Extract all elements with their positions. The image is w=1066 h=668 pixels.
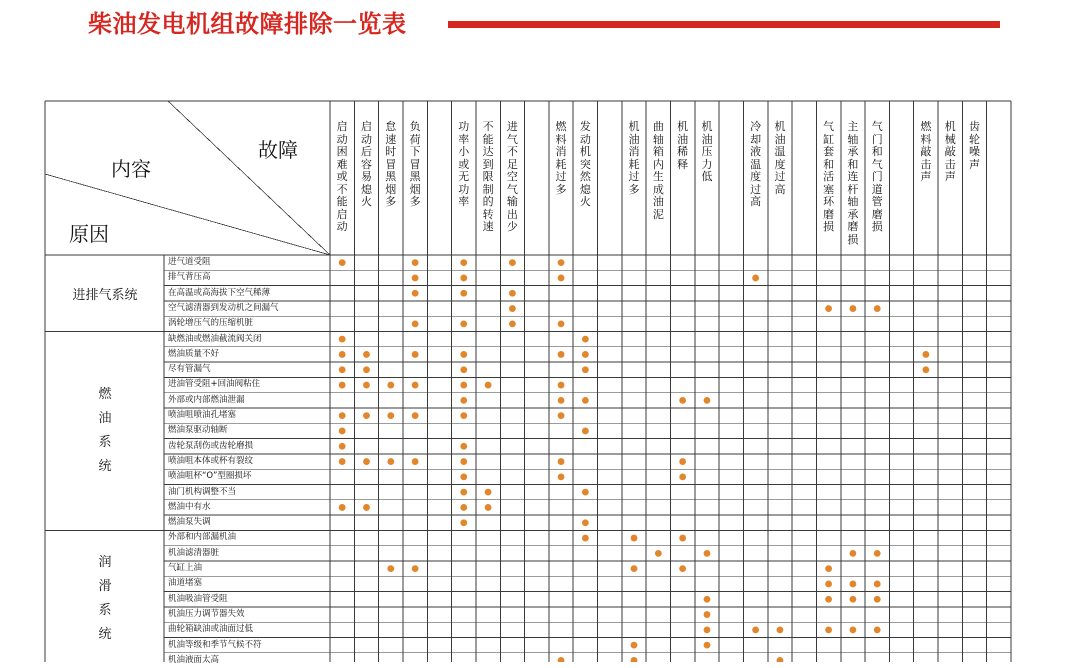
fault-mark-dot: [460, 320, 467, 327]
corner-content-label: 内容: [111, 157, 151, 181]
column-header: 发动机突然熄火: [579, 120, 591, 208]
row-label: 空气滤清器到发动机之间漏气: [168, 302, 279, 313]
column-header: 主轴承和连杆轴承磨损: [847, 120, 859, 246]
row-label: 燃油中有水: [168, 501, 211, 512]
column-header: 气门和气门道管磨损: [871, 120, 883, 233]
fault-mark-dot: [412, 290, 419, 297]
fault-mark-dot: [704, 611, 711, 618]
fault-mark-dot: [485, 504, 492, 511]
column-header: 机械敲击声: [944, 120, 956, 183]
row-label: 燃油泵失调: [168, 517, 211, 528]
row-label: 进气道受阻: [168, 257, 211, 267]
row-label: 喷油咀杯“O”型圈损坏: [168, 471, 252, 482]
fault-mark-dot: [387, 458, 394, 465]
fault-mark-dot: [339, 504, 346, 511]
column-header: 启动后容易熄火: [360, 120, 372, 208]
fault-mark-dot: [460, 382, 467, 389]
fault-mark-dot: [704, 397, 711, 404]
fault-mark-dot: [825, 596, 832, 603]
fault-mark-dot: [363, 504, 370, 511]
group-name-text: 进排气系统: [72, 287, 138, 303]
fault-mark-dot: [460, 458, 467, 465]
fault-mark-dot: [679, 458, 686, 465]
fault-mark-dot: [460, 397, 467, 404]
column-header: 燃料敲击声: [920, 120, 932, 183]
fault-mark-dot: [850, 626, 857, 633]
row-label: 排气背压高: [168, 272, 211, 283]
fault-mark-dot: [874, 596, 881, 603]
fault-mark-dot: [874, 305, 881, 312]
fault-mark-dot: [412, 275, 419, 282]
fault-mark-dot: [460, 443, 467, 450]
fault-mark-dot: [387, 565, 394, 572]
fault-mark-dot: [412, 320, 419, 327]
row-label: 外部或内部燃油泄漏: [168, 394, 245, 405]
column-header: 齿轮噪声: [969, 120, 981, 171]
fault-mark-dot: [460, 275, 467, 282]
fault-mark-dot: [704, 596, 711, 603]
fault-mark-dot: [387, 412, 394, 419]
fault-mark-dot: [825, 581, 832, 588]
row-label: 机油液面太高: [168, 654, 220, 665]
fault-mark-dot: [485, 489, 492, 496]
row-label: 油门机构调整不当: [168, 486, 237, 497]
fault-mark-dot: [582, 489, 589, 496]
column-header: 机油温度过高: [774, 120, 786, 196]
fault-mark-dot: [460, 412, 467, 419]
row-label: 曲轮箱缺油或油面过低: [168, 624, 254, 635]
column-header: 气缸套和活塞环磨损: [823, 120, 835, 233]
fault-mark-dot: [558, 473, 565, 480]
row-label: 油道堵塞: [168, 578, 203, 589]
fault-mark-dot: [752, 626, 759, 633]
corner-cause-label: 原因: [69, 222, 109, 246]
column-header: 不能达到限制的转速: [482, 120, 494, 233]
fault-mark-dot: [777, 657, 784, 662]
fault-mark-dot: [339, 382, 346, 389]
row-label: 燃油质量不好: [168, 348, 220, 359]
row-label: 机油压力调节器失效: [168, 608, 245, 619]
fault-mark-dot: [631, 565, 638, 572]
fault-mark-dot: [558, 412, 565, 419]
fault-mark-dot: [655, 550, 662, 557]
fault-mark-dot: [460, 259, 467, 266]
row-label: 缺燃油或燃油截流阀关闭: [168, 333, 262, 344]
fault-mark-dot: [874, 550, 881, 557]
fault-mark-dot: [339, 443, 346, 450]
fault-mark-dot: [558, 657, 565, 662]
fault-mark-dot: [339, 336, 346, 343]
fault-mark-dot: [679, 397, 686, 404]
row-label: 尽有管漏气: [168, 364, 211, 375]
fault-mark-dot: [339, 412, 346, 419]
fault-mark-dot: [460, 366, 467, 373]
row-label: 外部和内部漏机油: [168, 532, 237, 543]
fault-mark-dot: [825, 565, 832, 572]
fault-mark-dot: [339, 259, 346, 266]
column-header: 机油消耗过多: [628, 120, 640, 196]
fault-mark-dot: [704, 626, 711, 633]
column-header: 冷却液温度过高: [750, 120, 762, 208]
fault-mark-dot: [558, 259, 565, 266]
fault-mark-dot: [509, 320, 516, 327]
fault-mark-dot: [850, 305, 857, 312]
fault-mark-dot: [582, 428, 589, 435]
fault-mark-dot: [582, 535, 589, 542]
fault-mark-dot: [509, 290, 516, 297]
fault-mark-dot: [460, 504, 467, 511]
fault-mark-dot: [412, 565, 419, 572]
fault-mark-dot: [679, 565, 686, 572]
fault-mark-dot: [582, 351, 589, 358]
fault-mark-dot: [825, 305, 832, 312]
row-label: 机油等级和季节气候不符: [168, 639, 262, 650]
fault-mark-dot: [558, 351, 565, 358]
fault-mark-dot: [631, 535, 638, 542]
group-name-text: 燃油系统: [98, 386, 112, 474]
fault-mark-dot: [752, 275, 759, 282]
fault-mark-dot: [850, 581, 857, 588]
fault-mark-dot: [558, 382, 565, 389]
fault-mark-dot: [460, 351, 467, 358]
fault-mark-dot: [412, 458, 419, 465]
fault-mark-dot: [460, 290, 467, 297]
fault-mark-dot: [582, 519, 589, 526]
row-label: 进油管受阻+回油阀粘住: [168, 379, 261, 390]
fault-mark-dot: [412, 382, 419, 389]
fault-mark-dot: [558, 320, 565, 327]
fault-mark-dot: [363, 458, 370, 465]
row-label: 气缸上油: [168, 563, 203, 573]
fault-mark-dot: [363, 351, 370, 358]
group-name: [46, 332, 164, 531]
column-header: 功率小或无功率: [458, 120, 470, 208]
fault-mark-dot: [339, 351, 346, 358]
fault-mark-dot: [825, 626, 832, 633]
fault-mark-dot: [363, 382, 370, 389]
column-header: 燃料消耗过多: [555, 120, 567, 196]
fault-mark-dot: [339, 428, 346, 435]
row-label: 燃油泵驱动轴断: [168, 425, 228, 436]
fault-mark-dot: [582, 366, 589, 373]
row-label: 机油吸油管受阻: [168, 593, 228, 604]
row-label: 涡轮增压气的压缩机脏: [168, 318, 254, 329]
fault-mark-dot: [387, 382, 394, 389]
fault-mark-dot: [631, 657, 638, 662]
fault-mark-dot: [509, 259, 516, 266]
fault-mark-dot: [922, 366, 929, 373]
corner-fault-label: 故障: [258, 138, 298, 162]
fault-mark-dot: [485, 382, 492, 389]
fault-mark-dot: [582, 336, 589, 343]
fault-mark-dot: [339, 366, 346, 373]
fault-mark-dot: [509, 305, 516, 312]
column-header: 负荷下冒黑烟多: [409, 120, 421, 208]
row-label: 喷油咀喷油孔堵塞: [168, 410, 237, 420]
fault-mark-dot: [363, 366, 370, 373]
fault-mark-dot: [412, 412, 419, 419]
fault-mark-dot: [558, 458, 565, 465]
page-title: 柴油发电机组故障排除一览表: [88, 9, 407, 38]
fault-mark-dot: [704, 550, 711, 557]
fault-mark-dot: [460, 489, 467, 496]
column-header: 进气不足空气输出少: [506, 120, 518, 233]
fault-mark-dot: [460, 473, 467, 480]
fault-mark-dot: [874, 626, 881, 633]
fault-mark-dot: [363, 412, 370, 419]
fault-mark-dot: [704, 642, 711, 649]
fault-mark-dot: [412, 259, 419, 266]
row-label: 在高温或高海拔下空气稀薄: [168, 287, 271, 298]
fault-mark-dot: [679, 535, 686, 542]
group-name: [46, 255, 164, 332]
fault-mark-dot: [850, 550, 857, 557]
column-header: 启动困难或不能启动: [336, 120, 348, 233]
fault-mark-dot: [412, 351, 419, 358]
fault-mark-dot: [874, 581, 881, 588]
fault-mark-dot: [850, 596, 857, 603]
fault-mark-dot: [922, 351, 929, 358]
fault-mark-dot: [777, 626, 784, 633]
row-label: 齿轮泵刮伤或齿轮磨损: [168, 440, 254, 451]
fault-mark-dot: [582, 397, 589, 404]
column-header: 机油稀释: [677, 120, 689, 171]
column-header: 曲轴箱内生成油泥: [652, 120, 664, 221]
fault-mark-dot: [679, 473, 686, 480]
group-name: [46, 530, 164, 668]
column-header: 怠速时冒黑烟多: [385, 120, 397, 208]
group-name-text: 润滑系统: [98, 555, 112, 643]
fault-mark-dot: [460, 519, 467, 526]
fault-mark-dot: [631, 642, 638, 649]
row-label: 机油滤清器脏: [168, 547, 220, 558]
fault-mark-dot: [339, 458, 346, 465]
row-label: 喷油咀本体或杯有裂纹: [168, 455, 254, 466]
column-header: 机油压力低: [701, 120, 713, 183]
fault-mark-dot: [558, 275, 565, 282]
fault-mark-dot: [558, 397, 565, 404]
